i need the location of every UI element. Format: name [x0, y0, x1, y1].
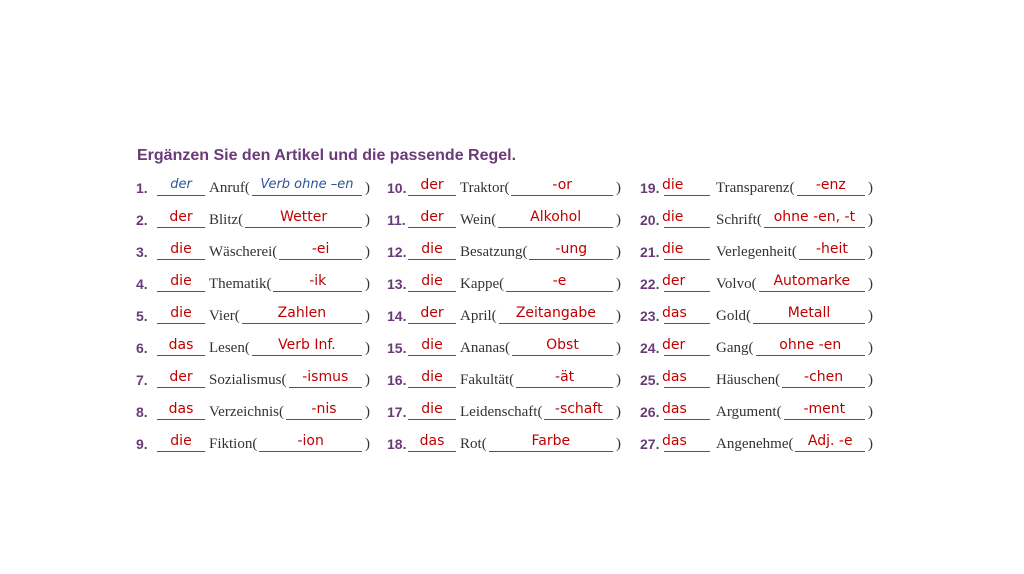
article-blank-line: [157, 387, 205, 388]
rule-blank-line: [259, 451, 362, 452]
column-1: [136, 176, 386, 464]
rule-answer: ohne -en, -t: [773, 209, 856, 225]
noun: Traktor: [460, 180, 505, 196]
close-parenthesis: ): [616, 404, 621, 420]
exercise-item: [136, 432, 386, 464]
article-blank-line: [408, 291, 456, 292]
rule-answer: -ung: [555, 241, 588, 257]
exercise-item: [387, 400, 637, 432]
close-parenthesis: ): [616, 276, 621, 292]
close-parenthesis: ): [868, 212, 873, 228]
item-number: 15.: [387, 340, 407, 356]
exercise-item: [640, 240, 890, 272]
rule-blank-line: [784, 419, 865, 420]
close-parenthesis: ): [365, 372, 370, 388]
rule-answer: -ät: [555, 369, 575, 385]
article-blank-line: [664, 451, 710, 452]
item-number: 10.: [387, 180, 407, 196]
open-parenthesis: (: [281, 372, 287, 388]
rule-blank-line: [498, 227, 613, 228]
noun: Blitz: [209, 212, 239, 228]
article-blank-line: [664, 387, 710, 388]
item-number: 20.: [640, 212, 660, 228]
article-blank-line: [664, 195, 710, 196]
close-parenthesis: ): [616, 340, 621, 356]
article-answer: das: [168, 401, 194, 417]
article-answer: der: [420, 305, 444, 321]
article-answer: das: [168, 337, 194, 353]
open-parenthesis: (: [278, 404, 284, 420]
article-answer: die: [421, 273, 443, 289]
article-blank-line: [408, 387, 456, 388]
exercise-item: [136, 368, 386, 400]
close-parenthesis: ): [365, 308, 370, 324]
rule-blank-line: [797, 195, 865, 196]
close-parenthesis: ): [868, 436, 873, 452]
article-blank-line: [157, 323, 205, 324]
article-answer: das: [662, 401, 687, 417]
item-number: 18.: [387, 436, 407, 452]
rule-blank-line: [489, 451, 613, 452]
rule-answer: Adj. -e: [807, 433, 853, 449]
article-answer: die: [170, 241, 192, 257]
noun: Thematik: [209, 276, 267, 292]
rule-answer: -ion: [297, 433, 324, 449]
rule-blank-line: [242, 323, 362, 324]
article-blank-line: [157, 451, 205, 452]
open-parenthesis: (: [746, 308, 751, 324]
close-parenthesis: ): [868, 244, 873, 260]
rule-blank-line: [753, 323, 865, 324]
item-number: 17.: [387, 404, 407, 420]
close-parenthesis: ): [868, 180, 873, 196]
noun: Rot: [460, 436, 482, 452]
article-blank-line: [157, 259, 205, 260]
noun: Anruf: [209, 180, 245, 196]
article-answer: die: [170, 305, 192, 321]
rule-blank-line: [764, 227, 865, 228]
open-parenthesis: (: [751, 276, 757, 292]
article-blank-line: [664, 355, 710, 356]
item-number: 24.: [640, 340, 660, 356]
exercise-item: [640, 304, 890, 336]
article-answer: die: [170, 433, 192, 449]
open-parenthesis: (: [244, 180, 250, 196]
noun: Sozialismus: [209, 372, 282, 388]
open-parenthesis: (: [244, 340, 250, 356]
article-answer: der: [169, 209, 193, 225]
article-answer: der: [662, 273, 686, 289]
close-parenthesis: ): [868, 276, 873, 292]
noun: Verzeichnis: [209, 404, 279, 420]
open-parenthesis: (: [776, 404, 782, 420]
noun: Lesen: [209, 340, 245, 356]
item-number: 13.: [387, 276, 407, 292]
article-answer: die: [170, 273, 192, 289]
rule-answer: Automarke: [773, 273, 851, 289]
exercise-item: [640, 400, 890, 432]
article-answer: die: [662, 177, 684, 193]
article-blank-line: [664, 419, 710, 420]
article-blank-line: [664, 291, 710, 292]
rule-answer: -or: [552, 177, 573, 193]
article-answer: der: [420, 177, 444, 193]
noun: Besatzung: [460, 244, 523, 260]
exercise-item: [136, 336, 386, 368]
article-answer: der: [662, 337, 686, 353]
close-parenthesis: ): [868, 372, 873, 388]
open-parenthesis: (: [266, 276, 272, 292]
close-parenthesis: ): [365, 244, 370, 260]
exercise-item: [640, 272, 890, 304]
exercise-item: [387, 272, 637, 304]
close-parenthesis: ): [868, 404, 873, 420]
item-number: 25.: [640, 372, 660, 388]
open-parenthesis: (: [234, 308, 240, 324]
close-parenthesis: ): [616, 244, 621, 260]
article-answer: das: [662, 369, 687, 385]
rule-answer: Verb ohne –en: [260, 177, 354, 192]
article-blank-line: [408, 227, 456, 228]
open-parenthesis: (: [499, 276, 505, 292]
article-answer: das: [419, 433, 445, 449]
article-blank-line: [157, 227, 205, 228]
noun: April: [460, 308, 492, 324]
article-blank-line: [157, 195, 205, 196]
article-blank-line: [664, 259, 710, 260]
exercise-item: [387, 208, 637, 240]
item-number: 2.: [136, 212, 148, 228]
rule-blank-line: [795, 451, 865, 452]
article-blank-line: [157, 291, 205, 292]
rule-blank-line: [759, 291, 865, 292]
close-parenthesis: ): [365, 212, 370, 228]
noun: Häuschen: [716, 372, 776, 388]
noun: Ananas: [460, 340, 505, 356]
article-blank-line: [664, 323, 710, 324]
open-parenthesis: (: [756, 212, 762, 228]
close-parenthesis: ): [868, 340, 873, 356]
open-parenthesis: (: [272, 244, 278, 260]
rule-answer: -ismus: [302, 369, 349, 385]
noun: Schrift: [716, 212, 757, 228]
noun: Angenehme: [716, 436, 789, 452]
noun: Volvo: [716, 276, 752, 292]
open-parenthesis: (: [788, 436, 794, 452]
exercise-item: [136, 304, 386, 336]
rule-answer: Wetter: [280, 209, 328, 225]
item-number: 26.: [640, 404, 660, 420]
item-number: 14.: [387, 308, 407, 324]
open-parenthesis: (: [522, 244, 528, 260]
article-blank-line: [408, 419, 456, 420]
item-number: 1.: [136, 180, 148, 196]
close-parenthesis: ): [616, 180, 621, 196]
open-parenthesis: (: [748, 340, 754, 356]
article-answer: die: [662, 241, 684, 257]
article-answer: das: [662, 433, 687, 449]
article-answer: der: [170, 177, 192, 192]
exercise-item: [387, 368, 637, 400]
rule-blank-line: [252, 195, 362, 196]
open-parenthesis: (: [505, 340, 510, 356]
rule-blank-line: [516, 387, 613, 388]
rule-blank-line: [544, 419, 613, 420]
rule-blank-line: [273, 291, 362, 292]
rule-answer: Zahlen: [277, 305, 327, 321]
item-number: 3.: [136, 244, 148, 260]
article-answer: die: [421, 401, 443, 417]
rule-answer: -chen: [804, 369, 844, 385]
open-parenthesis: (: [791, 244, 797, 260]
rule-answer: -ment: [803, 401, 846, 417]
open-parenthesis: (: [775, 372, 781, 388]
item-number: 6.: [136, 340, 148, 356]
rule-answer: -heit: [815, 241, 848, 257]
rule-answer: -schaft: [554, 401, 603, 417]
article-blank-line: [408, 195, 456, 196]
exercise-item: [387, 304, 637, 336]
article-answer: der: [420, 209, 444, 225]
exercise-item: [136, 272, 386, 304]
exercise-item: [640, 176, 890, 208]
article-blank-line: [408, 355, 456, 356]
item-number: 16.: [387, 372, 407, 388]
open-parenthesis: (: [504, 180, 510, 196]
close-parenthesis: ): [616, 436, 621, 452]
article-blank-line: [408, 323, 456, 324]
item-number: 8.: [136, 404, 148, 420]
exercise-item: [136, 208, 386, 240]
rule-blank-line: [252, 355, 362, 356]
article-blank-line: [157, 419, 205, 420]
rule-answer: Verb Inf.: [278, 337, 336, 353]
item-number: 23.: [640, 308, 660, 324]
rule-blank-line: [529, 259, 613, 260]
rule-answer: Alkohol: [530, 209, 582, 225]
open-parenthesis: (: [509, 372, 515, 388]
item-number: 19.: [640, 180, 660, 196]
close-parenthesis: ): [365, 404, 370, 420]
column-2: [387, 176, 637, 464]
rule-blank-line: [286, 419, 362, 420]
rule-answer: -ik: [309, 273, 327, 289]
exercise-item: [387, 240, 637, 272]
rule-blank-line: [512, 355, 613, 356]
noun: Leidenschaft: [460, 404, 538, 420]
item-number: 11.: [387, 212, 406, 228]
rule-blank-line: [245, 227, 362, 228]
article-blank-line: [408, 451, 456, 452]
close-parenthesis: ): [365, 436, 370, 452]
article-answer: die: [421, 337, 443, 353]
article-answer: das: [662, 305, 687, 321]
close-parenthesis: ): [616, 308, 621, 324]
rule-answer: Zeitangabe: [515, 305, 596, 321]
article-blank-line: [157, 355, 205, 356]
item-number: 21.: [640, 244, 660, 260]
rule-blank-line: [782, 387, 865, 388]
close-parenthesis: ): [365, 276, 370, 292]
exercise-item: [387, 336, 637, 368]
item-number: 5.: [136, 308, 148, 324]
exercise-item: [640, 432, 890, 464]
noun: Transparenz: [716, 180, 790, 196]
close-parenthesis: ): [365, 340, 370, 356]
noun: Vier: [209, 308, 235, 324]
open-parenthesis: (: [252, 436, 258, 452]
rule-blank-line: [506, 291, 613, 292]
exercise-item: [640, 336, 890, 368]
rule-blank-line: [289, 387, 362, 388]
exercise-item: [387, 432, 637, 464]
rule-answer: -enz: [815, 177, 846, 193]
item-number: 22.: [640, 276, 660, 292]
rule-blank-line: [279, 259, 362, 260]
noun: Wäscherei: [209, 244, 273, 260]
item-number: 27.: [640, 436, 660, 452]
noun: Argument: [716, 404, 777, 420]
item-number: 9.: [136, 436, 148, 452]
rule-answer: Metall: [787, 305, 831, 321]
article-answer: der: [169, 369, 193, 385]
close-parenthesis: ): [365, 180, 370, 196]
noun: Fiktion: [209, 436, 253, 452]
open-parenthesis: (: [491, 308, 497, 324]
rule-answer: Farbe: [531, 433, 571, 449]
exercise-item: [136, 176, 386, 208]
open-parenthesis: (: [238, 212, 244, 228]
open-parenthesis: (: [491, 212, 497, 228]
item-number: 7.: [136, 372, 148, 388]
rule-blank-line: [499, 323, 613, 324]
rule-blank-line: [756, 355, 866, 356]
article-answer: die: [421, 369, 443, 385]
open-parenthesis: (: [789, 180, 795, 196]
close-parenthesis: ): [616, 212, 621, 228]
open-parenthesis: (: [481, 436, 487, 452]
noun: Gang: [716, 340, 749, 356]
exercise-item: [640, 368, 890, 400]
close-parenthesis: ): [616, 372, 621, 388]
rule-answer: Obst: [546, 337, 579, 353]
rule-answer: -ei: [311, 241, 330, 257]
article-answer: die: [421, 241, 443, 257]
rule-answer: -e: [552, 273, 567, 289]
exercise-item: [387, 176, 637, 208]
article-answer: die: [662, 209, 684, 225]
column-3: [640, 176, 890, 464]
item-number: 12.: [387, 244, 407, 260]
item-number: 4.: [136, 276, 148, 292]
exercise-item: [136, 400, 386, 432]
rule-answer: -nis: [311, 401, 337, 417]
article-blank-line: [664, 227, 710, 228]
noun: Verlegenheit: [716, 244, 792, 260]
rule-blank-line: [799, 259, 865, 260]
exercise-item: [640, 208, 890, 240]
rule-answer: ohne -en: [779, 337, 842, 353]
close-parenthesis: ): [868, 308, 873, 324]
article-blank-line: [408, 259, 456, 260]
noun: Gold: [716, 308, 746, 324]
exercise-item: [136, 240, 386, 272]
open-parenthesis: (: [537, 404, 543, 420]
rule-blank-line: [511, 195, 613, 196]
exercise-heading: Ergänzen Sie den Artikel und die passende Regel.: [137, 147, 517, 164]
noun: Fakultät: [460, 372, 510, 388]
noun: Kappe: [460, 276, 500, 292]
noun: Wein: [460, 212, 492, 228]
